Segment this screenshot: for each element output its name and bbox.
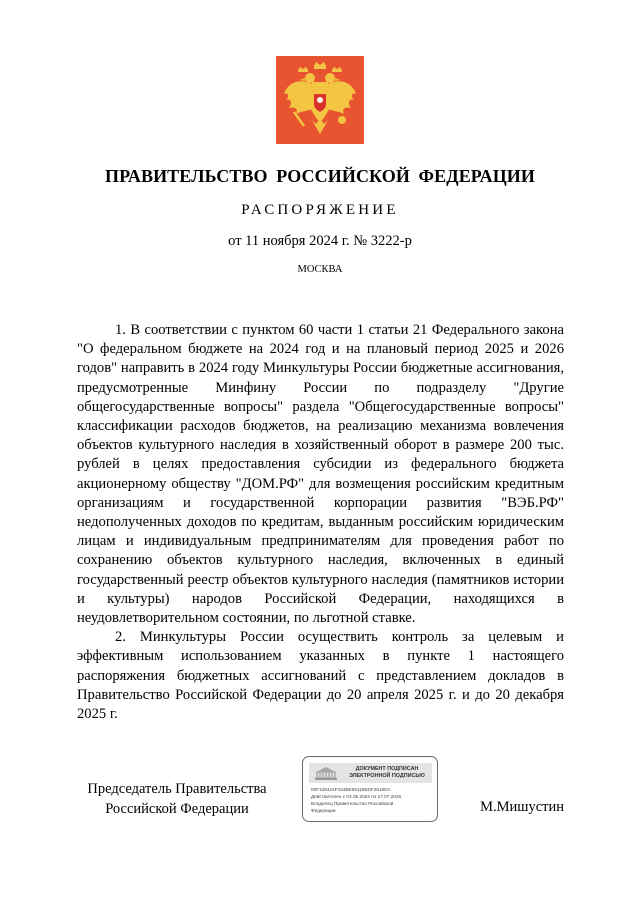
signer-position-line-2: Российской Федерации bbox=[105, 800, 249, 817]
coat-of-arms-icon bbox=[276, 56, 364, 144]
document-body bbox=[77, 321, 564, 724]
document-city: МОСКВА bbox=[297, 264, 343, 275]
stamp-title bbox=[343, 766, 431, 780]
stamp-owner-line-2: Федерации bbox=[311, 808, 336, 813]
stamp-title-line-2: ЭЛЕКТРОННОЙ ПОДПИСЬЮ bbox=[349, 773, 425, 779]
paragraph-1: 1. В соответствии с пунктом 60 части 1 статьи 21 Федерального закона "О федеральном бюджете на 2024 год и на плановый период 2025 и 2026 годов" направить в 2024 году Минкультуры России бюджетные ассигнования, предусмотренные Минфину России по подразделу "Другие общегосударственные вопросы" раздела "Общегосударственные вопросы" классификации расходов бюджетов, на реализацию механизма вовлечения объектов культурного наследия в хозяйственный оборот в размере 200 тыс. рублей в целях предоставления субсидии из федерального бюджета акционерному обществу "ДОМ.РФ" для возмещения российским кредитным организациям и государственной корпорации развития "ВЭБ.РФ" недополученных доходов по кредитам, выданным российским юридическим лицам и индивидуальным предпринимателям для проведения работ по сохранению объектов культурного наследия, включенных в единый государственный реестр объектов культурного наследия (памятников истории и культуры) народов Российской Федерации, находящихся в неудовлетворительном состоянии, по льготной ставке. bbox=[77, 322, 564, 627]
stamp-owner-line-1: Владелец Правительство Российской bbox=[311, 801, 394, 806]
paragraph-2: 2. Минкультуры России осуществить контроль за целевым и эффективным использованием указанных в пункте 1 настоящего распоряжения бюджетных ассигнований с представлением докладов в Правительство Российской Федерации до 20 апреля 2025 г. и до 20 декабря 2025 г. bbox=[77, 629, 564, 723]
signer-name: М.Мишустин bbox=[480, 799, 564, 815]
stamp-certificate: 00F128424F424BE5911B6DF2616DA bbox=[311, 787, 391, 792]
building-icon bbox=[313, 765, 339, 781]
document-date-number: от 11 ноября 2024 г. № 3222-р bbox=[228, 233, 412, 249]
stamp-header bbox=[309, 763, 432, 783]
stamp-validity: Действителен с 03.05.2024 по 27.07.2025 bbox=[311, 794, 402, 799]
government-title: ПРАВИТЕЛЬСТВО РОССИЙСКОЙ ФЕДЕРАЦИИ bbox=[104, 166, 535, 186]
document-type: РАСПОРЯЖЕНИЕ bbox=[241, 202, 399, 218]
signer-position-line-1: Председатель Правительства bbox=[87, 781, 267, 797]
signer-position bbox=[77, 780, 277, 819]
stamp-title-line-1: ДОКУМЕНТ ПОДПИСАН bbox=[355, 766, 419, 772]
electronic-signature-stamp bbox=[302, 756, 438, 822]
